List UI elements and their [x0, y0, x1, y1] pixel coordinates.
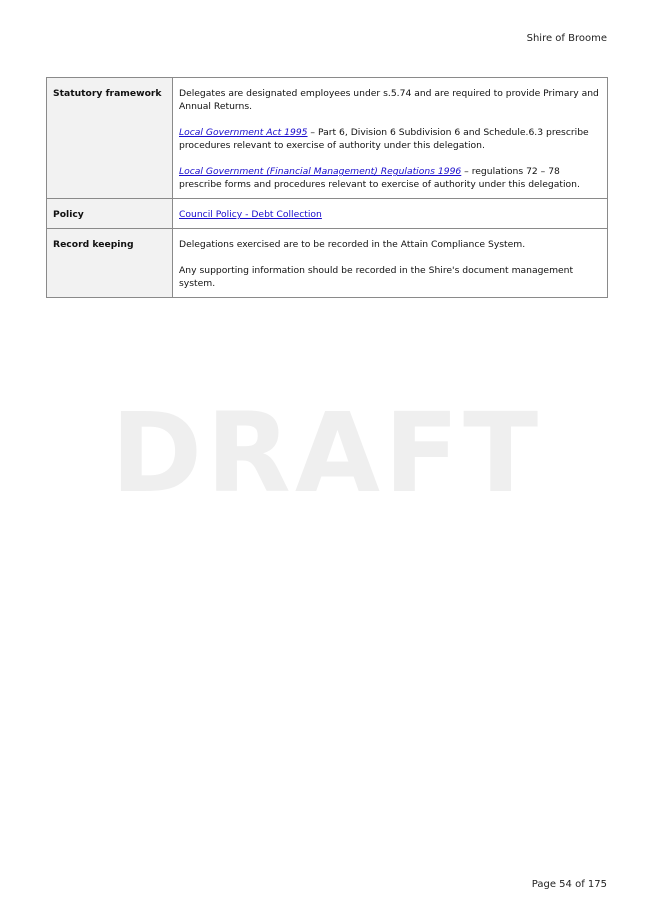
table-row-record-keeping — [47, 229, 608, 298]
financial-management-regulations-link[interactable]: Local Government (Financial Management) Regulations 1996 — [179, 166, 462, 177]
debt-collection-policy-link[interactable]: Council Policy - Debt Collection — [179, 209, 322, 220]
header-organisation: Shire of Broome — [526, 33, 607, 44]
delegation-details-table — [46, 77, 608, 298]
statutory-paragraph-3-text: – regulations 72 – 78 prescribe forms and procedures relevant to exercise of authority under this delegation. — [179, 166, 580, 190]
statutory-paragraph-3 — [179, 165, 601, 191]
record-keeping-paragraph-1: Delegations exercised are to be recorded in the Attain Compliance System. — [179, 239, 526, 250]
statutory-paragraph-1: Delegates are designated employees under s.5.74 and are required to provide Primary and Annual Returns. — [179, 88, 599, 112]
table-row-statutory-framework — [47, 78, 608, 199]
record-keeping-content — [173, 229, 608, 298]
local-government-act-link[interactable]: Local Government Act 1995 — [179, 127, 308, 138]
statutory-paragraph-2-text: – Part 6, Division 6 Subdivision 6 and Schedule.6.3 prescribe procedures relevant to exercise of authority under this delegation. — [179, 127, 589, 151]
table-row-policy — [47, 199, 608, 229]
draft-watermark: DRAFT — [110, 389, 543, 517]
policy-label: Policy — [47, 199, 173, 229]
page-number: Page 54 of 175 — [531, 879, 607, 890]
record-keeping-label: Record keeping — [47, 229, 173, 298]
statutory-paragraph-2 — [179, 126, 601, 152]
policy-content — [173, 199, 608, 229]
statutory-framework-label: Statutory framework — [47, 78, 173, 199]
statutory-framework-content — [173, 78, 608, 199]
record-keeping-paragraph-2: Any supporting information should be recorded in the Shire's document management system. — [179, 265, 574, 289]
